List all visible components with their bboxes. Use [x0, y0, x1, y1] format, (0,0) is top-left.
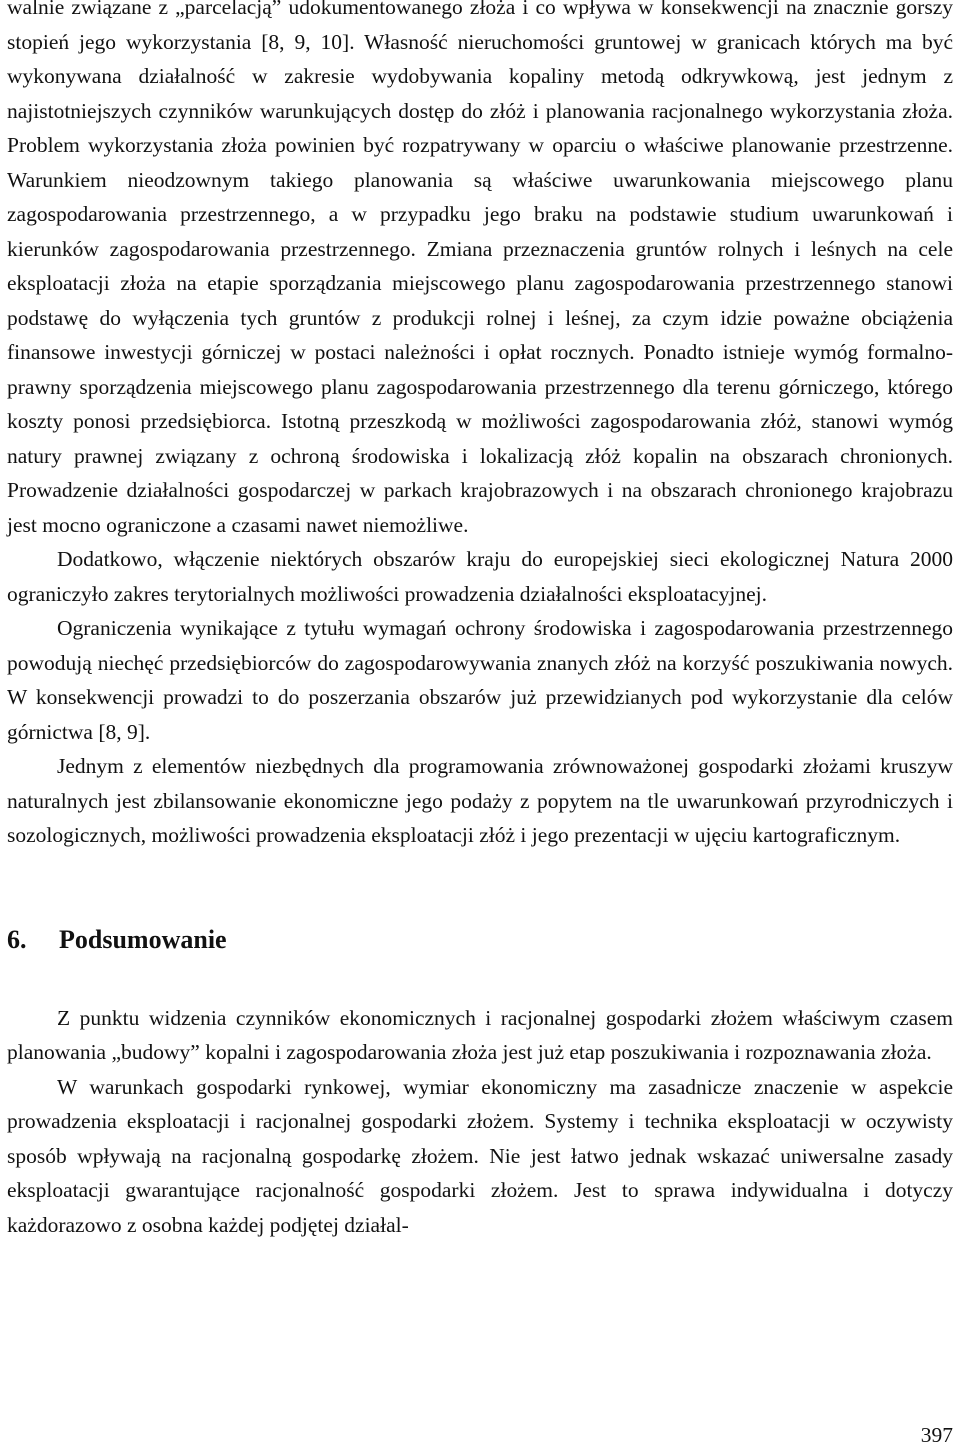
section-title: Podsumowanie [59, 924, 227, 954]
paragraph: Z punktu widzenia czynników ekonomicznych i racjonalnej gospodarki złożem właściwym czasem planowania „budowy” kopalni i zagospodarowania złoża jest już etap poszukiwania i rozpoznawania złoża. [7, 1005, 953, 1064]
section-number: 6. [7, 924, 27, 954]
body-text [7, 0, 953, 853]
paragraph: walnie związane z „parcelacją” udokumentowanego złoża i co wpływa w konsekwencji na znacznie gorszy stopień jego wykorzystania [8, 9, 10]. Własność nieruchomości gruntowej w granicach których ma być wykonywana działalność w zakresie wydobywania kopaliny metodą odkrywkową, jest jednym z najistotniejszych czynników warunkujących dostęp do złóż i planowania racjonalnego wykorzystania złoża. Problem wykorzystania złoża powinien być rozpatrywany w oparciu o właściwe planowanie przestrzenne. Warunkiem nieodzownym takiego planowania są właściwe uwarunkowania miejscowego planu zagospodarowania przestrzennego, a w przypadku jego braku na podstawie studium uwarunkowań i kierunków zagospodarowania przestrzennego. Zmiana przeznaczenia gruntów rolnych i leśnych na cele eksploatacji złoża na etapie sporządzania miejscowego planu zagospodarowania przestrzennego stanowi podstawę do wyłączenia tych gruntów z produkcji rolnej i leśnej, za czym idzie poważne obciążenia finansowe inwestycji górniczej w postaci należności i opłat rocznych. Ponadto istnieje wymóg formalno-prawny sporządzenia miejscowego planu zagospodarowania przestrzennego dla terenu górniczego, którego koszty ponosi przedsiębiorca. Istotną przeszkodą w możliwości zagospodarowania złóż, stanowi wymóg natury prawnej związany z ochroną środowiska i lokalizacją złóż kopalin na obszarach chronionych. Prowadzenie działalności gospodarczej w parkach krajobrazowych i na obszarach chronionego krajobrazu jest mocno ograniczone a czasami nawet niemożliwe. [7, 0, 953, 537]
paragraph: Dodatkowo, włączenie niektórych obszarów kraju do europejskiej sieci ekologicznej Natura 2000 ograniczyło zakres terytorialnych możliwości prowadzenia działalności eksploatacyjnej. [7, 547, 953, 606]
paragraph: Ograniczenia wynikające z tytułu wymagań ochrony środowiska i zagospodarowania przestrzennego powodują niechęć przedsiębiorców do zagospodarowywania znanych złóż na korzyść poszukiwania nowych. W konsekwencji prowadzi to do poszerzania obszarów już przewidzianych pod wykorzystanie dla celów górnictwa [8, 9]. [7, 616, 953, 744]
paragraph: W warunkach gospodarki rynkowej, wymiar ekonomiczny ma zasadnicze znaczenie w aspekcie prowadzenia eksploatacji i racjonalnej gospodarki złożem. Systemy i technika eksploatacji w oczywisty sposób wpływają na racjonalną gospodarkę złożem. Nie jest łatwo jednak wskazać uniwersalne zasady eksploatacji gwarantujące racjonalność gospodarki złożem. Jest to sprawa indywidualna i dotyczy każdorazowo z osobna każdej podjętej działal- [7, 1074, 953, 1237]
page-number: 397 [920, 1423, 953, 1447]
document-page [7, 0, 953, 1450]
section-heading [7, 923, 953, 957]
paragraph: Jednym z elementów niezbędnych dla programowania zrównoważonej gospodarki złożami kruszyw naturalnych jest zbilansowanie ekonomiczne jego podaży z popytem na tle uwarunkowań przyrodniczych i sozologicznych, możliwości prowadzenia eksploatacji złóż i jego prezentacji w ujęciu kartograficznym. [7, 754, 953, 847]
section-text [7, 1001, 953, 1243]
